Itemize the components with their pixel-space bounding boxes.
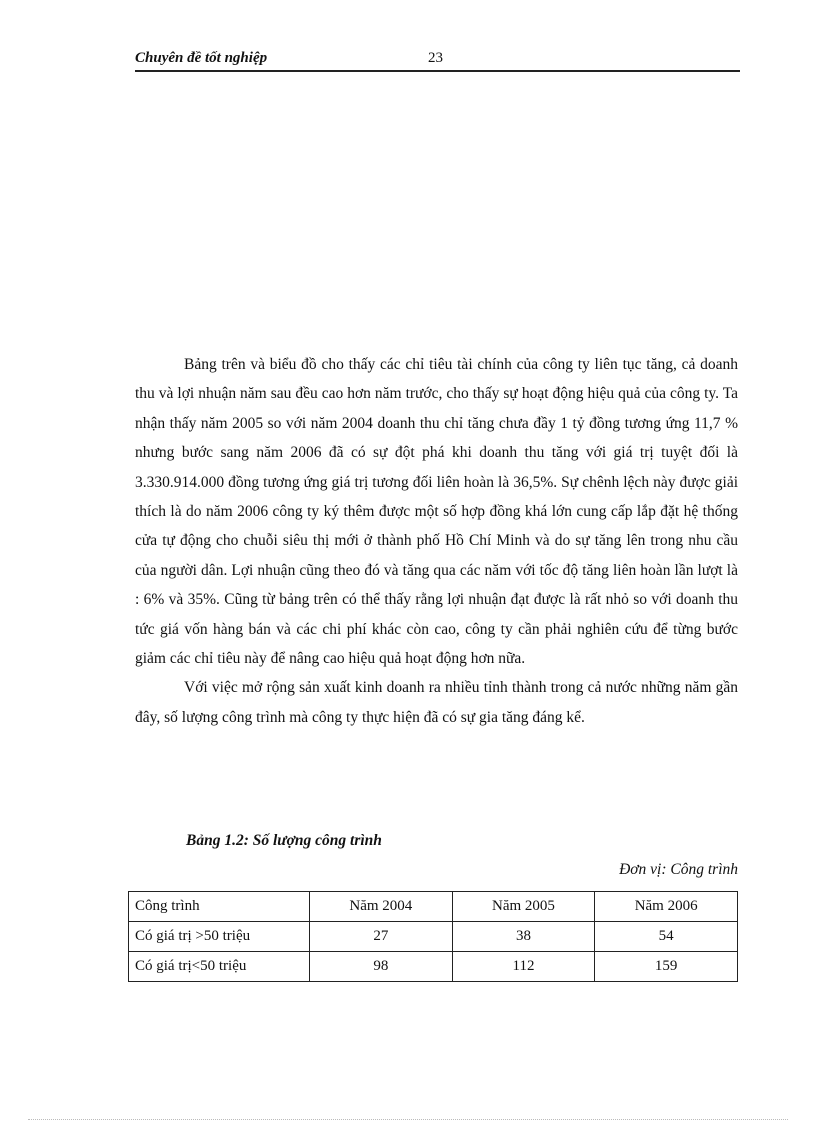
- table-header-row: [129, 892, 738, 922]
- paragraph: Bảng trên và biểu đồ cho thấy các chỉ tiêu tài chính của công ty liên tục tăng, cả doanh thu và lợi nhuận năm sau đều cao hơn năm trước, cho thấy sự hoạt động hiệu quả của công ty. Ta nhận thấy năm 2005 so với năm 2004 doanh thu chỉ tăng chưa đầy 1 tỷ đồng tương ứng 11,7 % nhưng bước sang năm 2006 đã có sự đột phá khi doanh thu tăng với giá trị tuyệt đối là 3.330.914.000 đồng tương ứng giá trị tương đối liên hoàn là 36,5%. Sự chênh lệch này được giải thích là do năm 2006 công ty ký thêm được một số hợp đồng khá lớn cung cấp lắp đặt hệ thống cửa tự động cho chuỗi siêu thị mới ở thành phố Hồ Chí Minh và do sự tăng lên trong nhu cầu của người dân. Lợi nhuận cũng theo đó và tăng qua các năm với tốc độ tăng liên hoàn lần lượt là : 6% và 35%. Cũng từ bảng trên có thể thấy rằng lợi nhuận đạt được là rất nhỏ so với doanh thu tức giá vốn hàng bán và các chi phí khác còn cao, công ty cần phải nghiên cứu để từng bước giảm các chỉ tiêu này để nâng cao hiệu quả hoạt động hơn nữa.: [135, 356, 738, 668]
- table-header-cell: Năm 2004: [310, 892, 453, 922]
- page-bottom-divider: [28, 1119, 788, 1120]
- table-cell: 98: [310, 952, 453, 982]
- unit-label: Đơn vị: Công trình: [619, 861, 738, 878]
- table-cell: 112: [452, 952, 595, 982]
- paragraph: Với việc mở rộng sản xuất kinh doanh ra nhiều tỉnh thành trong cả nước những năm gần đây, số lượng công trình mà công ty thực hiện đã có sự gia tăng đáng kể.: [135, 679, 738, 726]
- table-cell: Có giá trị >50 triệu: [129, 922, 310, 952]
- table-cell: 38: [452, 922, 595, 952]
- table-cell: 27: [310, 922, 453, 952]
- table-header-cell: Công trình: [129, 892, 310, 922]
- table-cell: 159: [595, 952, 738, 982]
- table-header-cell: Năm 2005: [452, 892, 595, 922]
- body-text: [135, 350, 738, 732]
- table-cell: 54: [595, 922, 738, 952]
- table-cell: Có giá trị<50 triệu: [129, 952, 310, 982]
- page-header: [135, 48, 740, 72]
- page-number: 23: [428, 50, 443, 66]
- table-row: [129, 952, 738, 982]
- table-row: [129, 922, 738, 952]
- table-caption: Bảng 1.2: Số lượng công trình: [186, 832, 382, 849]
- table-header-cell: Năm 2006: [595, 892, 738, 922]
- document-title: Chuyên đề tốt nghiệp: [135, 50, 268, 66]
- data-table: [128, 891, 738, 982]
